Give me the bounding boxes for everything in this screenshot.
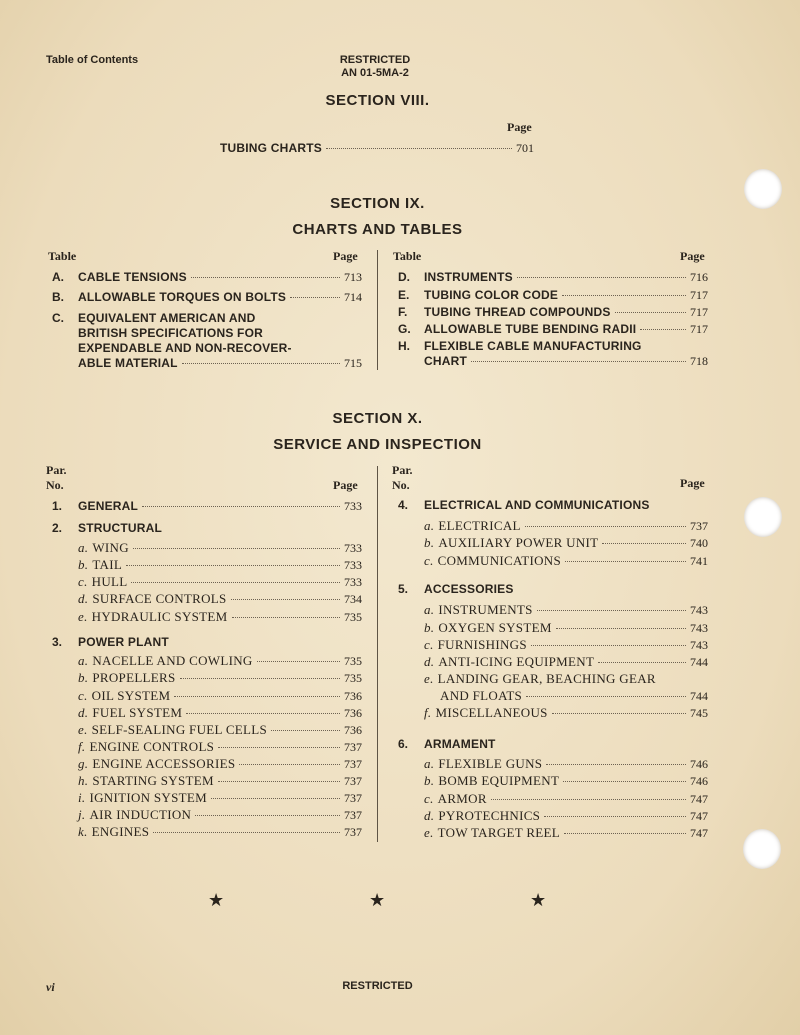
toc-entry-text: OIL SYSTEM (91, 688, 171, 703)
toc-entry-subparagraph[interactable] (424, 535, 708, 551)
toc-entry-table-h[interactable] (424, 354, 708, 369)
toc-entry-num: 2. (52, 521, 63, 535)
toc-entry-letter: a. (424, 518, 435, 533)
toc-entry-label: ALLOWABLE TORQUES ON BOLTS (78, 290, 287, 304)
dot-leader (526, 696, 686, 697)
toc-entry-page: 746 (690, 774, 708, 788)
toc-entry-page: 737 (344, 808, 362, 822)
toc-entry-label (424, 553, 561, 569)
toc-entry-subparagraph[interactable] (424, 620, 708, 636)
toc-entry-subparagraph[interactable] (424, 602, 708, 618)
toc-entry-letter: b. (424, 535, 435, 550)
toc-entry-letter: f. (78, 739, 86, 754)
dot-leader (640, 329, 686, 330)
dot-leader (231, 599, 340, 600)
toc-entry-page: 743 (690, 638, 708, 652)
dot-leader (131, 582, 340, 583)
dot-leader (556, 628, 686, 629)
dot-leader (153, 832, 340, 833)
toc-entry-label (78, 807, 191, 823)
toc-entry-num: 3. (52, 635, 63, 649)
toc-entry-letter: a. (424, 602, 435, 617)
section10-right-par-head (392, 463, 413, 493)
toc-entry-table-c-line-3[interactable]: EXPENDABLE AND NON-RECOVER- (78, 341, 292, 355)
toc-entry-label (424, 654, 594, 670)
toc-entry-label (78, 722, 267, 738)
dot-leader (563, 781, 686, 782)
toc-entry-num: B. (52, 290, 64, 304)
toc-entry-text: WING (92, 540, 129, 555)
toc-entry-page: 743 (690, 603, 708, 617)
dot-leader (564, 833, 686, 834)
dot-leader (191, 277, 340, 278)
toc-entry-text: AUXILIARY POWER UNIT (438, 535, 599, 550)
section8-title: SECTION VIII. (325, 92, 430, 109)
toc-entry-text: SURFACE CONTROLS (92, 591, 227, 606)
toc-entry-table-e[interactable] (398, 288, 708, 303)
toc-entry-letter: e. (78, 609, 88, 624)
binder-hole (744, 497, 782, 537)
star-ornament: ★ (369, 890, 386, 910)
dot-leader (232, 617, 340, 618)
toc-entry-page: 714 (344, 290, 362, 304)
toc-entry-text: ANTI-ICING EQUIPMENT (438, 654, 595, 669)
toc-entry-label (424, 808, 540, 824)
toc-entry-page: 733 (344, 541, 362, 555)
toc-entry-letter: b. (78, 557, 89, 572)
toc-entry-letter: c. (78, 574, 88, 589)
toc-entry-table-h-num: H. (398, 339, 410, 353)
toc-entry-subparagraph[interactable] (424, 671, 708, 687)
toc-entry-label (424, 825, 560, 841)
toc-entry-letter: b. (424, 773, 435, 788)
toc-entry-num: 4. (398, 498, 409, 512)
toc-entry-page: 745 (690, 706, 708, 720)
dot-leader (517, 277, 686, 278)
toc-entry-subparagraph[interactable] (78, 557, 362, 573)
toc-entry-text: TOW TARGET REEL (437, 825, 561, 840)
dot-leader (133, 548, 340, 549)
toc-entry-text: AND FLOATS (440, 688, 523, 703)
toc-entry-page: 717 (690, 322, 708, 336)
toc-entry-label: TUBING COLOR CODE (424, 288, 559, 302)
toc-entry-letter: h. (78, 773, 89, 788)
dot-leader (562, 295, 686, 296)
toc-entry-page: 718 (690, 354, 708, 368)
header-center (0, 54, 750, 80)
toc-entry-letter: f. (424, 705, 432, 720)
toc-entry-text: FUEL SYSTEM (92, 705, 183, 720)
dot-leader (537, 610, 686, 611)
toc-entry-subparagraph[interactable] (78, 739, 362, 755)
toc-entry-page: 743 (690, 621, 708, 635)
toc-entry-label (424, 671, 656, 687)
toc-entry-label (424, 688, 522, 704)
toc-entry-page: 716 (690, 270, 708, 284)
toc-entry-label: ALLOWABLE TUBE BENDING RADII (424, 322, 637, 336)
footer-restricted: RESTRICTED (342, 980, 413, 992)
toc-entry-letter: a. (78, 540, 89, 555)
toc-entry-subparagraph[interactable] (424, 756, 708, 772)
header-doc-number: AN 01-5MA-2 (341, 67, 409, 79)
toc-entry-label (78, 670, 176, 686)
toc-entry-table-d[interactable] (398, 270, 708, 285)
toc-entry-text: ENGINE CONTROLS (89, 739, 215, 754)
toc-entry-subparagraph[interactable] (424, 654, 708, 670)
dot-leader (180, 678, 340, 679)
dot-leader (565, 561, 686, 562)
toc-entry-label (424, 535, 598, 551)
toc-entry-label: GENERAL (78, 499, 139, 513)
toc-entry-subparagraph[interactable] (424, 808, 708, 824)
toc-entry-paragraph[interactable] (52, 635, 362, 649)
par-label: Par. (46, 463, 67, 477)
section10-left-page-label: Page (333, 478, 358, 492)
toc-entry-num: G. (398, 322, 411, 336)
toc-entry-page: 744 (690, 689, 708, 703)
toc-entry-letter: b. (78, 670, 89, 685)
toc-entry-num: E. (398, 288, 410, 302)
toc-entry-table-c[interactable] (78, 356, 362, 371)
toc-entry-subparagraph[interactable] (78, 540, 362, 556)
toc-entry-text: HYDRAULIC SYSTEM (91, 609, 228, 624)
toc-entry-label (78, 540, 129, 556)
toc-entry-letter: c. (424, 791, 434, 806)
toc-entry-label (78, 790, 207, 806)
toc-entry-label (424, 637, 527, 653)
toc-entry-page: 737 (344, 774, 362, 788)
toc-entry-letter: e. (424, 671, 434, 686)
toc-entry-subparagraph[interactable] (78, 722, 362, 738)
dot-leader (218, 781, 340, 782)
toc-entry-text: ENGINES (91, 824, 150, 839)
dot-leader (195, 815, 340, 816)
toc-entry-label: STRUCTURAL (78, 521, 162, 535)
toc-entry-paragraph[interactable] (398, 737, 708, 751)
binder-hole (744, 169, 782, 209)
toc-entry-label (424, 705, 548, 721)
toc-entry-subparagraph[interactable] (424, 791, 708, 807)
section8-page-label: Page (507, 120, 532, 134)
dot-leader (257, 661, 340, 662)
header-left-label: Table of Contents (46, 54, 139, 66)
toc-entry-text: LANDING GEAR, BEACHING GEAR (437, 671, 656, 686)
toc-entry-letter: c. (424, 637, 434, 652)
dot-leader (326, 148, 512, 149)
dot-leader (546, 764, 686, 765)
toc-entry-label (424, 791, 487, 807)
toc-entry-page: 736 (344, 706, 362, 720)
toc-entry-page: 735 (344, 610, 362, 624)
toc-entry-num: F. (398, 305, 408, 319)
dot-leader (239, 764, 340, 765)
toc-entry-subparagraph[interactable] (78, 824, 362, 840)
toc-entry-page: 717 (690, 305, 708, 319)
toc-entry-text: AIR INDUCTION (89, 807, 192, 822)
toc-entry-subparagraph[interactable] (78, 591, 362, 607)
toc-entry-text: ARMOR (437, 791, 487, 806)
toc-entry-subparagraph[interactable] (78, 705, 362, 721)
toc-entry-text: HULL (91, 574, 128, 589)
toc-entry-label (78, 773, 214, 789)
toc-entry-page: 735 (344, 671, 362, 685)
toc-entry-label: TUBING CHARTS (220, 141, 322, 155)
toc-entry-page: 741 (690, 554, 708, 568)
toc-entry-label (78, 739, 214, 755)
toc-entry-page: 737 (344, 740, 362, 754)
dot-leader (598, 662, 686, 663)
toc-entry-label (78, 609, 228, 625)
dot-leader (525, 526, 686, 527)
toc-entry-page: 713 (344, 270, 362, 284)
section9-left-page-label: Page (333, 249, 358, 263)
dot-leader (615, 312, 686, 313)
toc-entry-subparagraph[interactable] (424, 773, 708, 789)
dot-leader (531, 645, 686, 646)
dot-leader (552, 713, 686, 714)
toc-entry-page: 740 (690, 536, 708, 550)
toc-entry-letter: c. (424, 553, 434, 568)
dot-leader (290, 297, 340, 298)
toc-entry-subparagraph[interactable] (424, 688, 708, 704)
toc-entry-letter: g. (78, 756, 89, 771)
no-label: No. (46, 478, 64, 492)
star-ornament: ★ (208, 890, 225, 910)
toc-entry-page: 717 (690, 288, 708, 302)
toc-entry-text: OXYGEN SYSTEM (438, 620, 552, 635)
toc-entry-paragraph[interactable] (52, 499, 362, 514)
toc-entry-page: 747 (690, 826, 708, 840)
toc-entry-paragraph[interactable] (398, 498, 708, 512)
toc-entry-letter: k. (78, 824, 88, 839)
toc-entry-letter: b. (424, 620, 435, 635)
toc-entry-letter: d. (78, 705, 89, 720)
toc-entry-paragraph[interactable] (52, 521, 362, 535)
section10-left-par-head (46, 463, 67, 493)
section9-right-page-label: Page (680, 249, 705, 263)
toc-entry-label (424, 756, 542, 772)
dot-leader (544, 816, 686, 817)
toc-entry-table-c-num: C. (52, 311, 64, 325)
toc-entry-text: MISCELLANEOUS (435, 705, 548, 720)
toc-entry-table-a[interactable] (52, 270, 362, 285)
toc-entry-subparagraph[interactable] (424, 825, 708, 841)
toc-entry-num: 6. (398, 737, 409, 751)
toc-entry-table-c-line-2[interactable]: BRITISH SPECIFICATIONS FOR (78, 326, 263, 340)
toc-entry-text: ENGINE ACCESSORIES (92, 756, 236, 771)
toc-entry-page: 733 (344, 499, 362, 513)
toc-entry-num: D. (398, 270, 410, 284)
toc-entry-page: 737 (344, 791, 362, 805)
toc-entry-subparagraph[interactable] (424, 518, 708, 534)
dot-leader (471, 361, 686, 362)
toc-entry-label (424, 602, 533, 618)
footer-page-number: vi (46, 980, 55, 994)
toc-entry-page: 747 (690, 809, 708, 823)
dot-leader (126, 565, 340, 566)
toc-entry-letter: d. (78, 591, 89, 606)
toc-entry-label (424, 620, 552, 636)
toc-entry-label (78, 705, 182, 721)
toc-entry-label (78, 756, 235, 772)
toc-entry-num: 5. (398, 582, 409, 596)
toc-entry-letter: a. (424, 756, 435, 771)
toc-entry-subparagraph[interactable] (424, 637, 708, 653)
toc-entry-letter: d. (424, 654, 435, 669)
toc-entry-letter: j. (78, 807, 86, 822)
toc-entry-subparagraph[interactable] (78, 790, 362, 806)
toc-entry-page: 737 (690, 519, 708, 533)
toc-entry-label: ABLE MATERIAL (78, 356, 178, 370)
toc-entry-text: COMMUNICATIONS (437, 553, 562, 568)
toc-entry-text: NACELLE AND COWLING (92, 653, 253, 668)
toc-entry-page: 747 (690, 792, 708, 806)
toc-entry-page: 737 (344, 825, 362, 839)
toc-entry-text: IGNITION SYSTEM (89, 790, 207, 805)
toc-entry-subparagraph[interactable] (424, 705, 708, 721)
section9-left-table-label: Table (48, 249, 77, 263)
toc-entry-label: POWER PLANT (78, 635, 169, 649)
toc-entry-text: PROPELLERS (92, 670, 176, 685)
section10-right-page-label: Page (680, 476, 705, 490)
dot-leader (182, 363, 340, 364)
binder-hole (743, 829, 781, 869)
section9-subtitle: CHARTS AND TABLES (292, 221, 463, 238)
header-restricted: RESTRICTED (339, 54, 411, 66)
dot-leader (491, 799, 686, 800)
dot-leader (174, 696, 340, 697)
toc-entry-label: CABLE TENSIONS (78, 270, 187, 284)
toc-entry-subparagraph[interactable] (78, 688, 362, 704)
toc-entry-label: ARMAMENT (424, 737, 496, 751)
toc-entry-paragraph[interactable] (398, 582, 708, 596)
toc-entry-text: SELF-SEALING FUEL CELLS (91, 722, 268, 737)
section9-column-divider (377, 250, 378, 370)
toc-entry-subparagraph[interactable] (78, 756, 362, 772)
toc-entry-subparagraph[interactable] (78, 609, 362, 625)
toc-entry-page: 715 (344, 356, 362, 370)
dot-leader (602, 543, 686, 544)
toc-entry-page: 736 (344, 689, 362, 703)
section9-title: SECTION IX. (330, 195, 425, 212)
toc-entry-subparagraph[interactable] (78, 574, 362, 590)
toc-entry-table-g[interactable] (398, 322, 708, 337)
toc-entry-text: ELECTRICAL (438, 518, 521, 533)
dot-leader (211, 798, 340, 799)
toc-entry-page: 733 (344, 558, 362, 572)
toc-entry-label: ELECTRICAL AND COMMUNICATIONS (424, 498, 650, 512)
toc-entry-label (78, 653, 253, 669)
toc-entry-page: 746 (690, 757, 708, 771)
toc-entry-letter: e. (424, 825, 434, 840)
section9-right-table-label: Table (393, 249, 422, 263)
toc-entry-letter: c. (78, 688, 88, 703)
toc-entry-letter: a. (78, 653, 89, 668)
toc-entry-label (78, 574, 127, 590)
toc-entry-label (78, 824, 149, 840)
dot-leader (186, 713, 340, 714)
toc-entry-letter: e. (78, 722, 88, 737)
toc-entry-text: INSTRUMENTS (438, 602, 533, 617)
toc-entry-subparagraph[interactable] (78, 653, 362, 669)
toc-entry-page: 734 (344, 592, 362, 606)
toc-entry-label (424, 773, 559, 789)
toc-entry-text: STARTING SYSTEM (92, 773, 214, 788)
toc-entry-page: 736 (344, 723, 362, 737)
toc-entry-text: TAIL (92, 557, 123, 572)
toc-entry-table-h-line-1[interactable]: FLEXIBLE CABLE MANUFACTURING (424, 339, 642, 353)
toc-entry-letter: i. (78, 790, 86, 805)
toc-entry-label (424, 518, 521, 534)
star-ornament: ★ (530, 890, 547, 910)
toc-entry-text: BOMB EQUIPMENT (438, 773, 560, 788)
no-label: No. (392, 478, 410, 492)
section10-subtitle: SERVICE AND INSPECTION (273, 436, 482, 453)
toc-entry-num: 1. (52, 499, 63, 513)
toc-entry-page: 733 (344, 575, 362, 589)
toc-entry-label (78, 688, 170, 704)
toc-entry-table-f[interactable] (398, 305, 708, 320)
toc-entry-label: CHART (424, 354, 467, 368)
toc-entry-text: FLEXIBLE GUNS (438, 756, 543, 771)
section10-column-divider (377, 466, 378, 842)
toc-entry-subparagraph[interactable] (78, 670, 362, 686)
toc-entry-tubing-charts[interactable] (220, 141, 534, 156)
toc-entry-subparagraph[interactable] (78, 773, 362, 789)
toc-entry-text: PYROTECHNICS (438, 808, 541, 823)
toc-entry-subparagraph[interactable] (424, 553, 708, 569)
toc-entry-page: 744 (690, 655, 708, 669)
toc-entry-subparagraph[interactable] (78, 807, 362, 823)
toc-entry-page: 701 (516, 141, 534, 155)
toc-entry-label (78, 557, 122, 573)
dot-leader (142, 506, 340, 507)
toc-entry-table-c-line-1[interactable]: EQUIVALENT AMERICAN AND (78, 311, 256, 325)
par-label: Par. (392, 463, 413, 477)
toc-entry-table-b[interactable] (52, 290, 362, 305)
dot-leader (218, 747, 340, 748)
section10-title: SECTION X. (332, 410, 423, 427)
toc-entry-label: INSTRUMENTS (424, 270, 513, 284)
toc-entry-num: A. (52, 270, 64, 284)
toc-entry-label: TUBING THREAD COMPOUNDS (424, 305, 611, 319)
toc-entry-page: 735 (344, 654, 362, 668)
dot-leader (271, 730, 340, 731)
toc-entry-text: FURNISHINGS (437, 637, 527, 652)
toc-entry-page: 737 (344, 757, 362, 771)
toc-entry-label (78, 591, 227, 607)
toc-entry-letter: d. (424, 808, 435, 823)
toc-entry-label: ACCESSORIES (424, 582, 514, 596)
